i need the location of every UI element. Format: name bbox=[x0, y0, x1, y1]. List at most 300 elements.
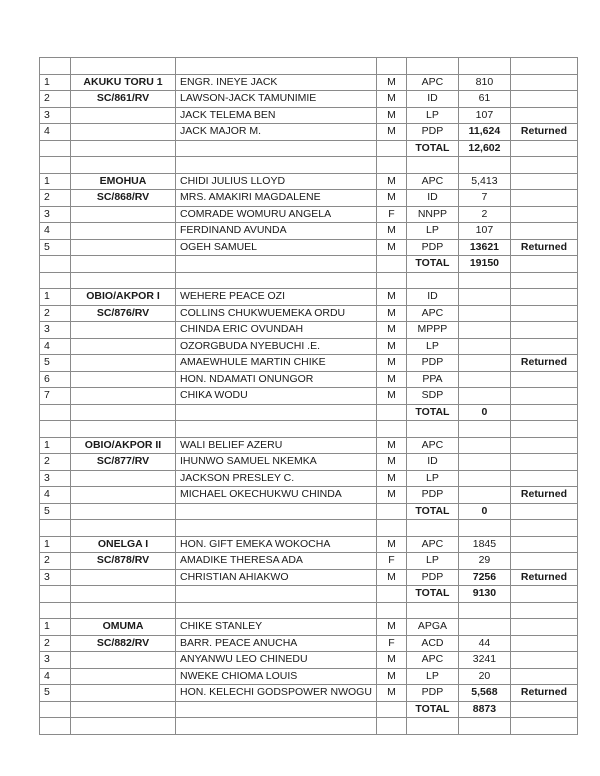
candidate-row bbox=[40, 91, 578, 108]
cell-constituency bbox=[71, 322, 176, 339]
cell-constituency bbox=[71, 58, 176, 75]
cell-candidate-name: BARR. PEACE ANUCHA bbox=[176, 635, 377, 652]
cell-votes: 20 bbox=[458, 668, 510, 685]
cell-status bbox=[510, 256, 577, 273]
cell-candidate-name bbox=[176, 256, 377, 273]
cell-votes: 44 bbox=[458, 635, 510, 652]
cell-sex: M bbox=[376, 355, 406, 372]
candidate-row bbox=[40, 223, 578, 240]
cell-constituency: OBIO/AKPOR II bbox=[71, 437, 176, 454]
cell-party: PDP bbox=[406, 355, 458, 372]
cell-party: ID bbox=[406, 91, 458, 108]
cell-status bbox=[510, 289, 577, 306]
cell-party: ID bbox=[406, 454, 458, 471]
results-table bbox=[39, 57, 578, 735]
cell-sex: M bbox=[376, 289, 406, 306]
cell-sex: M bbox=[376, 569, 406, 586]
cell-votes bbox=[458, 157, 510, 174]
cell-candidate-name: CHRISTIAN AHIAKWO bbox=[176, 569, 377, 586]
cell-candidate-name: JACKSON PRESLEY C. bbox=[176, 470, 377, 487]
cell-sex: M bbox=[376, 619, 406, 636]
cell-party: PDP bbox=[406, 487, 458, 504]
cell-candidate-name bbox=[176, 520, 377, 537]
cell-status bbox=[510, 173, 577, 190]
candidate-row bbox=[40, 371, 578, 388]
blank-row bbox=[40, 58, 578, 75]
cell-party bbox=[406, 602, 458, 619]
cell-sex bbox=[376, 58, 406, 75]
candidate-row bbox=[40, 454, 578, 471]
cell-number: 7 bbox=[40, 388, 71, 405]
cell-sex: M bbox=[376, 124, 406, 141]
cell-number: 6 bbox=[40, 371, 71, 388]
cell-sex: F bbox=[376, 635, 406, 652]
candidate-row bbox=[40, 437, 578, 454]
candidate-row bbox=[40, 536, 578, 553]
cell-number: 2 bbox=[40, 454, 71, 471]
cell-votes bbox=[458, 602, 510, 619]
cell-votes: 13621 bbox=[458, 239, 510, 256]
candidate-row bbox=[40, 355, 578, 372]
cell-votes bbox=[458, 520, 510, 537]
cell-sex bbox=[376, 718, 406, 735]
cell-status bbox=[510, 602, 577, 619]
cell-status bbox=[510, 619, 577, 636]
candidate-row bbox=[40, 173, 578, 190]
cell-votes: 3241 bbox=[458, 652, 510, 669]
cell-sex: F bbox=[376, 206, 406, 223]
cell-constituency: SC/876/RV bbox=[71, 305, 176, 322]
cell-number: 4 bbox=[40, 668, 71, 685]
candidate-row bbox=[40, 239, 578, 256]
cell-sex: M bbox=[376, 668, 406, 685]
cell-number: 5 bbox=[40, 685, 71, 702]
cell-party: ACD bbox=[406, 635, 458, 652]
cell-votes: 0 bbox=[458, 503, 510, 520]
cell-candidate-name: HON. NDAMATI ONUNGOR bbox=[176, 371, 377, 388]
blank-row bbox=[40, 421, 578, 438]
cell-status bbox=[510, 338, 577, 355]
cell-party: LP bbox=[406, 338, 458, 355]
cell-status bbox=[510, 388, 577, 405]
cell-candidate-name bbox=[176, 404, 377, 421]
cell-status bbox=[510, 322, 577, 339]
cell-votes: 7 bbox=[458, 190, 510, 207]
results-table-body bbox=[40, 58, 578, 735]
cell-party: PDP bbox=[406, 569, 458, 586]
cell-party: TOTAL bbox=[406, 140, 458, 157]
cell-votes: 11,624 bbox=[458, 124, 510, 141]
cell-candidate-name: AMAEWHULE MARTIN CHIKE bbox=[176, 355, 377, 372]
cell-number bbox=[40, 718, 71, 735]
cell-candidate-name: JACK MAJOR M. bbox=[176, 124, 377, 141]
cell-number bbox=[40, 256, 71, 273]
cell-sex bbox=[376, 140, 406, 157]
cell-number: 2 bbox=[40, 91, 71, 108]
cell-candidate-name bbox=[176, 421, 377, 438]
total-row bbox=[40, 404, 578, 421]
cell-status bbox=[510, 421, 577, 438]
cell-number bbox=[40, 586, 71, 603]
cell-constituency: SC/861/RV bbox=[71, 91, 176, 108]
candidate-row bbox=[40, 635, 578, 652]
cell-candidate-name: WALI BELIEF AZERU bbox=[176, 437, 377, 454]
cell-candidate-name bbox=[176, 157, 377, 174]
cell-number: 3 bbox=[40, 470, 71, 487]
cell-sex bbox=[376, 520, 406, 537]
cell-votes: 5,413 bbox=[458, 173, 510, 190]
candidate-row bbox=[40, 74, 578, 91]
cell-candidate-name: FERDINAND AVUNDA bbox=[176, 223, 377, 240]
cell-votes bbox=[458, 421, 510, 438]
cell-status bbox=[510, 91, 577, 108]
cell-sex: M bbox=[376, 388, 406, 405]
cell-constituency bbox=[71, 421, 176, 438]
cell-constituency bbox=[71, 140, 176, 157]
candidate-row bbox=[40, 553, 578, 570]
cell-candidate-name bbox=[176, 586, 377, 603]
cell-party: LP bbox=[406, 553, 458, 570]
cell-party bbox=[406, 58, 458, 75]
cell-votes: 810 bbox=[458, 74, 510, 91]
cell-constituency bbox=[71, 718, 176, 735]
cell-candidate-name bbox=[176, 701, 377, 718]
cell-constituency: SC/868/RV bbox=[71, 190, 176, 207]
cell-constituency bbox=[71, 701, 176, 718]
cell-party: PDP bbox=[406, 124, 458, 141]
cell-status bbox=[510, 404, 577, 421]
cell-party: TOTAL bbox=[406, 404, 458, 421]
cell-number: 4 bbox=[40, 124, 71, 141]
cell-votes bbox=[458, 272, 510, 289]
cell-constituency bbox=[71, 239, 176, 256]
cell-votes: 12,602 bbox=[458, 140, 510, 157]
cell-party: TOTAL bbox=[406, 256, 458, 273]
blank-row bbox=[40, 157, 578, 174]
cell-number bbox=[40, 140, 71, 157]
cell-constituency bbox=[71, 124, 176, 141]
cell-constituency: OBIO/AKPOR I bbox=[71, 289, 176, 306]
cell-candidate-name: ENGR. INEYE JACK bbox=[176, 74, 377, 91]
cell-sex: M bbox=[376, 74, 406, 91]
cell-constituency bbox=[71, 685, 176, 702]
total-row bbox=[40, 256, 578, 273]
cell-votes: 7256 bbox=[458, 569, 510, 586]
cell-sex: M bbox=[376, 322, 406, 339]
candidate-row bbox=[40, 652, 578, 669]
cell-number: 5 bbox=[40, 355, 71, 372]
cell-constituency: SC/878/RV bbox=[71, 553, 176, 570]
cell-sex: M bbox=[376, 536, 406, 553]
candidate-row bbox=[40, 619, 578, 636]
cell-party: APC bbox=[406, 437, 458, 454]
blank-row bbox=[40, 602, 578, 619]
cell-constituency bbox=[71, 355, 176, 372]
cell-candidate-name: MRS. AMAKIRI MAGDALENE bbox=[176, 190, 377, 207]
cell-candidate-name: AMADIKE THERESA ADA bbox=[176, 553, 377, 570]
cell-candidate-name: OZORGBUDA NYEBUCHI .E. bbox=[176, 338, 377, 355]
cell-party: LP bbox=[406, 223, 458, 240]
cell-status bbox=[510, 652, 577, 669]
candidate-row bbox=[40, 470, 578, 487]
cell-number: 2 bbox=[40, 190, 71, 207]
cell-constituency bbox=[71, 520, 176, 537]
cell-sex bbox=[376, 503, 406, 520]
cell-party bbox=[406, 718, 458, 735]
cell-votes bbox=[458, 454, 510, 471]
cell-candidate-name bbox=[176, 140, 377, 157]
cell-number: 1 bbox=[40, 437, 71, 454]
cell-number bbox=[40, 157, 71, 174]
cell-number: 3 bbox=[40, 569, 71, 586]
cell-constituency bbox=[71, 157, 176, 174]
cell-party: MPPP bbox=[406, 322, 458, 339]
cell-party: LP bbox=[406, 107, 458, 124]
cell-status bbox=[510, 140, 577, 157]
cell-number: 4 bbox=[40, 223, 71, 240]
cell-constituency: SC/877/RV bbox=[71, 454, 176, 471]
cell-votes: 0 bbox=[458, 404, 510, 421]
cell-number: 3 bbox=[40, 652, 71, 669]
cell-votes bbox=[458, 718, 510, 735]
cell-sex bbox=[376, 404, 406, 421]
cell-party: LP bbox=[406, 668, 458, 685]
cell-party: APC bbox=[406, 74, 458, 91]
cell-party: NNPP bbox=[406, 206, 458, 223]
cell-constituency: EMOHUA bbox=[71, 173, 176, 190]
cell-sex: M bbox=[376, 371, 406, 388]
cell-number: 2 bbox=[40, 635, 71, 652]
cell-status bbox=[510, 503, 577, 520]
cell-party: APC bbox=[406, 536, 458, 553]
cell-status bbox=[510, 107, 577, 124]
cell-votes: 61 bbox=[458, 91, 510, 108]
candidate-row bbox=[40, 322, 578, 339]
cell-votes: 9130 bbox=[458, 586, 510, 603]
cell-status: Returned bbox=[510, 569, 577, 586]
cell-sex: M bbox=[376, 338, 406, 355]
cell-constituency bbox=[71, 388, 176, 405]
cell-votes: 2 bbox=[458, 206, 510, 223]
cell-number: 1 bbox=[40, 74, 71, 91]
cell-votes bbox=[458, 322, 510, 339]
cell-status bbox=[510, 305, 577, 322]
cell-party: APC bbox=[406, 173, 458, 190]
cell-constituency bbox=[71, 107, 176, 124]
cell-candidate-name bbox=[176, 718, 377, 735]
cell-candidate-name: HON. KELECHI GODSPOWER NWOGU bbox=[176, 685, 377, 702]
candidate-row bbox=[40, 124, 578, 141]
candidate-row bbox=[40, 107, 578, 124]
cell-party: ID bbox=[406, 190, 458, 207]
candidate-row bbox=[40, 206, 578, 223]
cell-status bbox=[510, 536, 577, 553]
cell-number: 3 bbox=[40, 107, 71, 124]
cell-votes: 107 bbox=[458, 107, 510, 124]
cell-sex: M bbox=[376, 107, 406, 124]
cell-status bbox=[510, 190, 577, 207]
candidate-row bbox=[40, 338, 578, 355]
cell-number: 1 bbox=[40, 536, 71, 553]
cell-party: SDP bbox=[406, 388, 458, 405]
cell-number bbox=[40, 602, 71, 619]
candidate-row bbox=[40, 668, 578, 685]
cell-sex: M bbox=[376, 190, 406, 207]
cell-sex bbox=[376, 586, 406, 603]
cell-status bbox=[510, 520, 577, 537]
cell-votes: 1845 bbox=[458, 536, 510, 553]
cell-sex: F bbox=[376, 553, 406, 570]
cell-candidate-name: IHUNWO SAMUEL NKEMKA bbox=[176, 454, 377, 471]
cell-status bbox=[510, 586, 577, 603]
cell-status bbox=[510, 58, 577, 75]
cell-constituency bbox=[71, 338, 176, 355]
cell-constituency bbox=[71, 487, 176, 504]
cell-sex bbox=[376, 421, 406, 438]
cell-number: 4 bbox=[40, 487, 71, 504]
cell-votes bbox=[458, 338, 510, 355]
candidate-row bbox=[40, 305, 578, 322]
cell-candidate-name: WEHERE PEACE OZI bbox=[176, 289, 377, 306]
cell-party: APGA bbox=[406, 619, 458, 636]
cell-status bbox=[510, 157, 577, 174]
cell-sex bbox=[376, 256, 406, 273]
cell-sex: M bbox=[376, 437, 406, 454]
cell-sex: M bbox=[376, 454, 406, 471]
cell-number: 1 bbox=[40, 173, 71, 190]
cell-sex: M bbox=[376, 223, 406, 240]
cell-constituency bbox=[71, 371, 176, 388]
cell-votes bbox=[458, 58, 510, 75]
cell-party bbox=[406, 520, 458, 537]
cell-number bbox=[40, 404, 71, 421]
cell-status bbox=[510, 437, 577, 454]
cell-status bbox=[510, 668, 577, 685]
cell-status bbox=[510, 454, 577, 471]
cell-candidate-name: LAWSON-JACK TAMUNIMIE bbox=[176, 91, 377, 108]
cell-status bbox=[510, 470, 577, 487]
cell-sex: M bbox=[376, 652, 406, 669]
cell-constituency bbox=[71, 206, 176, 223]
cell-party: ID bbox=[406, 289, 458, 306]
cell-votes bbox=[458, 305, 510, 322]
cell-number bbox=[40, 520, 71, 537]
cell-sex bbox=[376, 602, 406, 619]
candidate-row bbox=[40, 388, 578, 405]
cell-candidate-name bbox=[176, 503, 377, 520]
cell-sex: M bbox=[376, 91, 406, 108]
cell-number: 3 bbox=[40, 322, 71, 339]
cell-constituency bbox=[71, 569, 176, 586]
cell-candidate-name: ANYANWU LEO CHINEDU bbox=[176, 652, 377, 669]
cell-party: APC bbox=[406, 652, 458, 669]
cell-number bbox=[40, 701, 71, 718]
cell-candidate-name: CHINDA ERIC OVUNDAH bbox=[176, 322, 377, 339]
cell-status: Returned bbox=[510, 685, 577, 702]
cell-status bbox=[510, 701, 577, 718]
cell-sex bbox=[376, 272, 406, 289]
cell-candidate-name: CHIKA WODU bbox=[176, 388, 377, 405]
cell-votes bbox=[458, 388, 510, 405]
cell-party: PDP bbox=[406, 685, 458, 702]
cell-number bbox=[40, 421, 71, 438]
candidate-row bbox=[40, 487, 578, 504]
cell-party: APC bbox=[406, 305, 458, 322]
cell-candidate-name: JACK TELEMA BEN bbox=[176, 107, 377, 124]
cell-number: 2 bbox=[40, 305, 71, 322]
cell-constituency bbox=[71, 470, 176, 487]
cell-constituency bbox=[71, 272, 176, 289]
cell-number: 4 bbox=[40, 338, 71, 355]
cell-status bbox=[510, 223, 577, 240]
candidate-row bbox=[40, 685, 578, 702]
cell-constituency: SC/882/RV bbox=[71, 635, 176, 652]
cell-party: PPA bbox=[406, 371, 458, 388]
total-row bbox=[40, 140, 578, 157]
total-row bbox=[40, 503, 578, 520]
cell-constituency: ONELGA I bbox=[71, 536, 176, 553]
cell-number: 1 bbox=[40, 619, 71, 636]
cell-sex: M bbox=[376, 685, 406, 702]
cell-candidate-name: CHIDI JULIUS LLOYD bbox=[176, 173, 377, 190]
cell-constituency bbox=[71, 404, 176, 421]
cell-status bbox=[510, 272, 577, 289]
cell-status: Returned bbox=[510, 355, 577, 372]
cell-votes bbox=[458, 487, 510, 504]
cell-sex: M bbox=[376, 239, 406, 256]
candidate-row bbox=[40, 289, 578, 306]
cell-votes: 5,568 bbox=[458, 685, 510, 702]
blank-row bbox=[40, 520, 578, 537]
cell-number: 2 bbox=[40, 553, 71, 570]
cell-candidate-name: OGEH SAMUEL bbox=[176, 239, 377, 256]
candidate-row bbox=[40, 569, 578, 586]
cell-sex: M bbox=[376, 173, 406, 190]
cell-votes bbox=[458, 470, 510, 487]
cell-candidate-name: MICHAEL OKECHUKWU CHINDA bbox=[176, 487, 377, 504]
blank-row bbox=[40, 718, 578, 735]
cell-status: Returned bbox=[510, 124, 577, 141]
cell-status bbox=[510, 206, 577, 223]
cell-party: LP bbox=[406, 470, 458, 487]
cell-votes: 107 bbox=[458, 223, 510, 240]
cell-sex: M bbox=[376, 470, 406, 487]
cell-number: 1 bbox=[40, 289, 71, 306]
cell-votes: 19150 bbox=[458, 256, 510, 273]
cell-votes bbox=[458, 289, 510, 306]
cell-candidate-name: NWEKE CHIOMA LOUIS bbox=[176, 668, 377, 685]
cell-votes: 29 bbox=[458, 553, 510, 570]
cell-status bbox=[510, 718, 577, 735]
cell-number: 5 bbox=[40, 503, 71, 520]
cell-candidate-name: CHIKE STANLEY bbox=[176, 619, 377, 636]
cell-number bbox=[40, 272, 71, 289]
cell-status bbox=[510, 74, 577, 91]
cell-votes bbox=[458, 355, 510, 372]
cell-status: Returned bbox=[510, 239, 577, 256]
cell-party bbox=[406, 421, 458, 438]
total-row bbox=[40, 701, 578, 718]
cell-sex bbox=[376, 701, 406, 718]
total-row bbox=[40, 586, 578, 603]
blank-row bbox=[40, 272, 578, 289]
cell-number: 3 bbox=[40, 206, 71, 223]
cell-constituency bbox=[71, 652, 176, 669]
cell-status bbox=[510, 635, 577, 652]
cell-party: TOTAL bbox=[406, 586, 458, 603]
cell-sex: M bbox=[376, 305, 406, 322]
cell-constituency bbox=[71, 602, 176, 619]
